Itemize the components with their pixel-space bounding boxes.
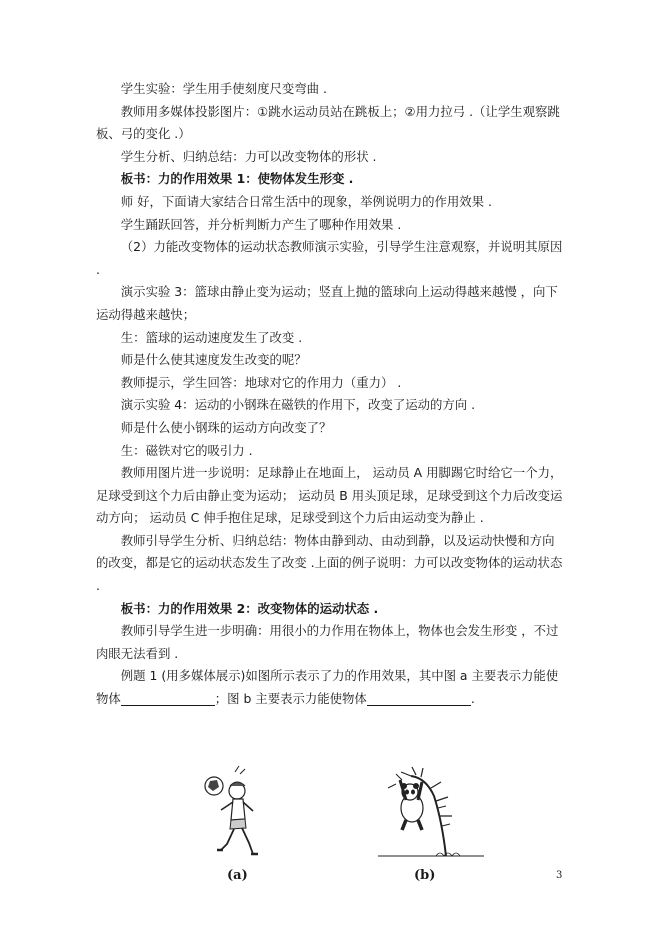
paragraph: 生：磁铁对它的吸引力 . (120, 442, 253, 458)
example-text-1: 例题 1 (用多媒体展示)如图所示表示了力的作用效果，其中图 a 主要表示力能使物体 (96, 668, 559, 707)
board-note: 板书：力的作用效果 1：使物体发生形变 . (120, 171, 354, 187)
answer-blank-a (121, 692, 215, 706)
paragraph: 师是什么使其速度发生改变的呢？ (120, 352, 307, 368)
paragraph: 教师引导学生进一步明确：用很小的力作用在物体上，物体也会发生形变 ，不过肉眼无法看到 . (96, 623, 559, 661)
figure-a-soccer-player (195, 764, 275, 864)
paragraph: 演示实验 3：篮球由静止变为运动；竖直上抛的篮球向上运动得越来越慢 ，向下运动得越来越快； (96, 284, 558, 322)
paragraph: 教师用图片进一步说明：足球静止在地面上， 运动员 A 用脚踢它时给它一个力，足球受到这个力后由静止变为运动； 运动员 B 用头顶足球，足球受到这个力后改变运动方向； 运动员 C 伸手抱住足球，足球受到这个力后由运动变为静止 . (96, 465, 563, 526)
figure-b-panda-bamboo (376, 766, 486, 866)
page-number: 3 (556, 870, 563, 881)
figure-a-label: (a) (227, 868, 248, 883)
paragraph: 师是什么使小钢珠的运动方向改变了？ (120, 419, 332, 435)
paragraph: 生：篮球的运动速度发生了改变 . (120, 329, 303, 345)
paragraph: 演示实验 4：运动的小钢珠在磁铁的作用下，改变了运动的方向 . (120, 397, 476, 413)
example-figures (190, 764, 490, 894)
example-question (96, 665, 566, 710)
figure-b-label: (b) (414, 868, 436, 883)
example-text-3: . (470, 691, 475, 707)
paragraph: 教师用多媒体投影图片：①跳水运动员站在跳板上；②用力拉弓 .（让学生观察跳板、弓的变化 .） (96, 103, 560, 142)
paragraph: 学生踊跃回答，并分析判断力产生了哪种作用效果 . (120, 216, 402, 232)
answer-blank-b (367, 692, 471, 706)
paragraph: 师 好，下面请大家结合日常生活中的现象，举例说明力的作用效果 . (120, 193, 492, 209)
board-note: 板书：力的作用效果 2：改变物体的运动状态 . (120, 600, 379, 616)
document-body (96, 78, 566, 711)
paragraph: （2）力能改变物体的运动状态教师演示实验，引导学生注意观察，并说明其原因 . (96, 239, 563, 277)
paragraph: 学生分析、归纳总结：力可以改变物体的形状 . (120, 148, 377, 164)
example-text-2: ；图 b 主要表示力能使物体 (214, 691, 367, 707)
paragraph: 教师提示，学生回答：地球对它的作用力（重力） . (120, 374, 402, 390)
paragraph: 学生实验：学生用手使刻度尺变弯曲 . (120, 81, 327, 96)
paragraph: 教师引导学生分析、归纳总结：物体由静到动、由动到静，以及运动快慢和方向的改变，都是它的运动状态发生了改变 .上面的例子说明：力可以改变物体的运动状态 . (96, 532, 563, 594)
